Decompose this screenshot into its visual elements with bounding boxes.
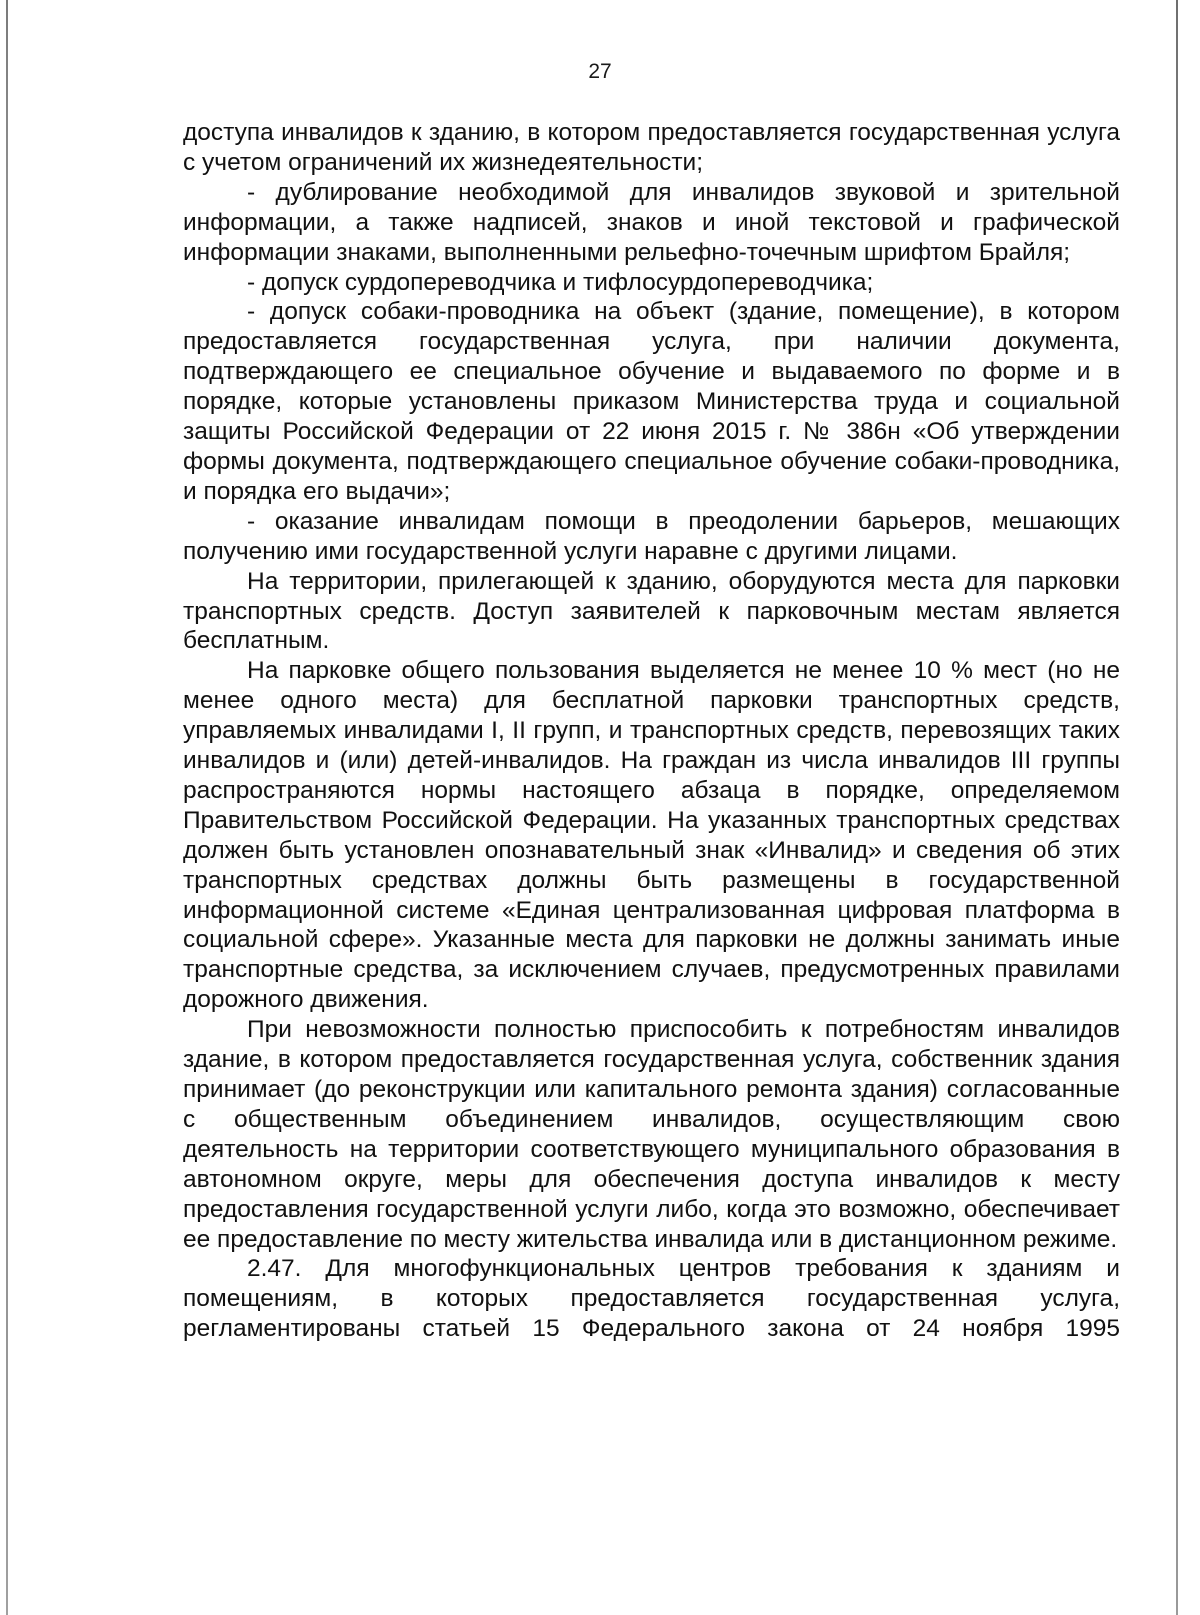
paragraph-braille-duplication: - дублирование необходимой для инвалидов звуковой и зрительной информации, а также надписей, знаков и иной текстовой и графической информации знаками, выполненными рельефно-точечным шрифтом Брайля; bbox=[183, 178, 1120, 266]
paragraph-barrier-assistance: - оказание инвалидам помощи в преодолении барьеров, мешающих получению ими государственной услуги наравне с другими лицами. bbox=[183, 507, 1120, 565]
paragraph-guide-dog: - допуск собаки-проводника на объект (здание, помещение), в котором предоставляется государственная услуга, при наличии документа, подтверждающего ее специальное обучение и выдаваемого по форме и в порядке, которые установлены приказом Министерства труда и социальной защиты Российской Федерации от 22 июня 2015 г. № 386н «Об утверждении формы документа, подтверждающего специальное обучение собаки-проводника, и порядка его выдачи»; bbox=[183, 298, 1120, 505]
document-body bbox=[183, 118, 1120, 1344]
paragraph-public-parking: На парковке общего пользования выделяется не менее 10 % мест (но не менее одного места) для бесплатной парковки транспортных средств, управляемых инвалидами I, II групп, и транспортных средств, перевозящих таких инвалидов и (или) детей-инвалидов. На граждан из числа инвалидов III группы распространяются нормы настоящего абзаца в порядке, определяемом Правительством Российской Федерации. На указанных транспортных средствах должен быть установлен опознавательный знак «Инвалид» и сведения об этих транспортных средствах должны быть размещены в государственной информационной системе «Единая централизованная цифровая платформа в социальной сфере». Указанные места для парковки не должны занимать иные транспортные средства, за исключением случаев, предусмотренных правилами дорожного движения. bbox=[183, 657, 1120, 1014]
page-number: 27 bbox=[588, 60, 612, 83]
paragraph-parking-territory: На территории, прилегающей к зданию, оборудуются места для парковки транспортных средств. Доступ заявителей к парковочным местам является бесплатным. bbox=[183, 567, 1120, 655]
paragraph-2-47: 2.47. Для многофункциональных центров требования к зданиям и помещениям, в которых предоставляется государственная услуга, регламентированы статьей 15 Федерального закона от 24 ноября 1995 bbox=[183, 1255, 1120, 1343]
paragraph-sign-interpreter: - допуск сурдопереводчика и тифлосурдопереводчика; bbox=[247, 268, 874, 296]
paragraph-building-adaptation: При невозможности полностью приспособить к потребностям инвалидов здание, в котором предоставляется государственная услуга, собственник здания принимает (до реконструкции или капитального ремонта здания) согласованные с общественным объединением инвалидов, осуществляющим свою деятельность на территории соответствующего муниципального образования в автономном округе, меры для обеспечения доступа инвалидов к месту предоставления государственной услуги либо, когда это возможно, обеспечивает ее предоставление по месту жительства инвалида или в дистанционном режиме. bbox=[183, 1016, 1120, 1253]
scan-edge-left bbox=[6, 0, 8, 1615]
scan-edge-right bbox=[1176, 0, 1178, 1615]
paragraph-accessibility-continued: доступа инвалидов к зданию, в котором предоставляется государственная услуга с учетом ограничений их жизнедеятельности; bbox=[183, 119, 1120, 176]
